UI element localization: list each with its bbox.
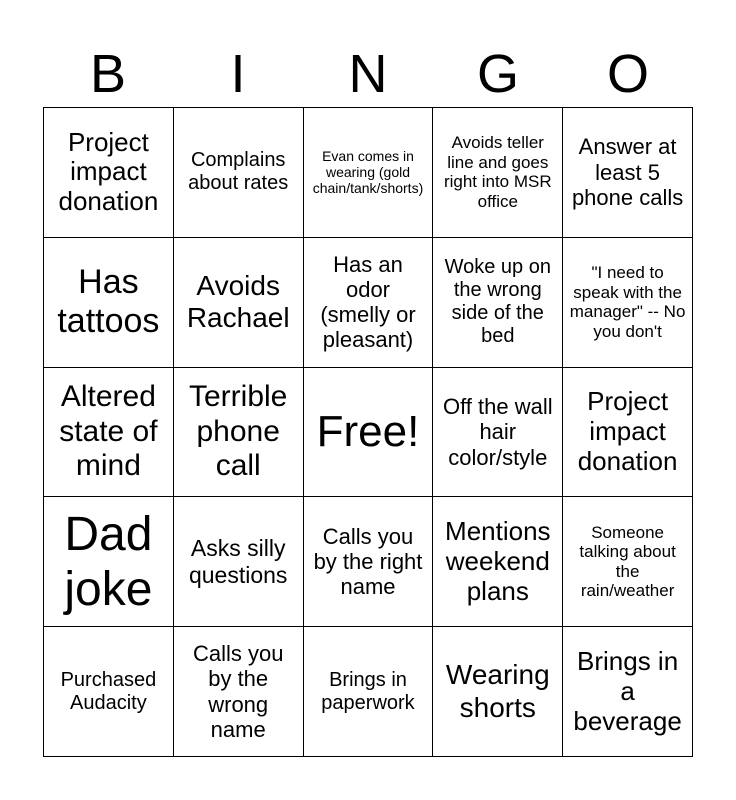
bingo-cell[interactable]: Someone talking about the rain/weather bbox=[563, 497, 693, 627]
bingo-cell[interactable]: Has tattoos bbox=[44, 238, 174, 368]
bingo-cell[interactable]: Altered state of mind bbox=[44, 368, 174, 498]
bingo-cell[interactable]: Off the wall hair color/style bbox=[433, 368, 563, 498]
bingo-cell[interactable]: Calls you by the right name bbox=[304, 497, 434, 627]
bingo-cell[interactable]: Avoids Rachael bbox=[174, 238, 304, 368]
header-letter-i: I bbox=[230, 44, 246, 104]
bingo-cell[interactable]: Mentions weekend plans bbox=[433, 497, 563, 627]
bingo-cell[interactable]: Brings in a beverage bbox=[563, 627, 693, 757]
bingo-card-grid bbox=[43, 107, 693, 757]
header-letter-g: G bbox=[476, 44, 519, 104]
bingo-cell[interactable]: Complains about rates bbox=[174, 108, 304, 238]
header-letter-n: N bbox=[348, 44, 388, 104]
bingo-header bbox=[43, 40, 693, 108]
bingo-cell[interactable]: Evan comes in wearing (gold chain/tank/shorts) bbox=[304, 108, 434, 238]
bingo-free-cell[interactable]: Free! bbox=[304, 368, 434, 498]
bingo-cell[interactable]: Purchased Audacity bbox=[44, 627, 174, 757]
bingo-cell[interactable]: Answer at least 5 phone calls bbox=[563, 108, 693, 238]
bingo-cell[interactable]: Asks silly questions bbox=[174, 497, 304, 627]
bingo-cell[interactable]: Wearing shorts bbox=[433, 627, 563, 757]
bingo-cell[interactable]: Terrible phone call bbox=[174, 368, 304, 498]
bingo-cell[interactable]: Project impact donation bbox=[563, 368, 693, 498]
header-letter-o: O bbox=[606, 44, 649, 104]
header-letter-b: B bbox=[89, 44, 127, 104]
bingo-cell[interactable]: Woke up on the wrong side of the bed bbox=[433, 238, 563, 368]
bingo-cell[interactable]: "I need to speak with the manager" -- No you don't bbox=[563, 238, 693, 368]
bingo-cell[interactable]: Brings in paperwork bbox=[304, 627, 434, 757]
bingo-cell[interactable]: Avoids teller line and goes right into MSR office bbox=[433, 108, 563, 238]
bingo-cell[interactable]: Dad joke bbox=[44, 497, 174, 627]
bingo-cell[interactable]: Project impact donation bbox=[44, 108, 174, 238]
bingo-cell[interactable]: Calls you by the wrong name bbox=[174, 627, 304, 757]
bingo-cell[interactable]: Has an odor (smelly or pleasant) bbox=[304, 238, 434, 368]
